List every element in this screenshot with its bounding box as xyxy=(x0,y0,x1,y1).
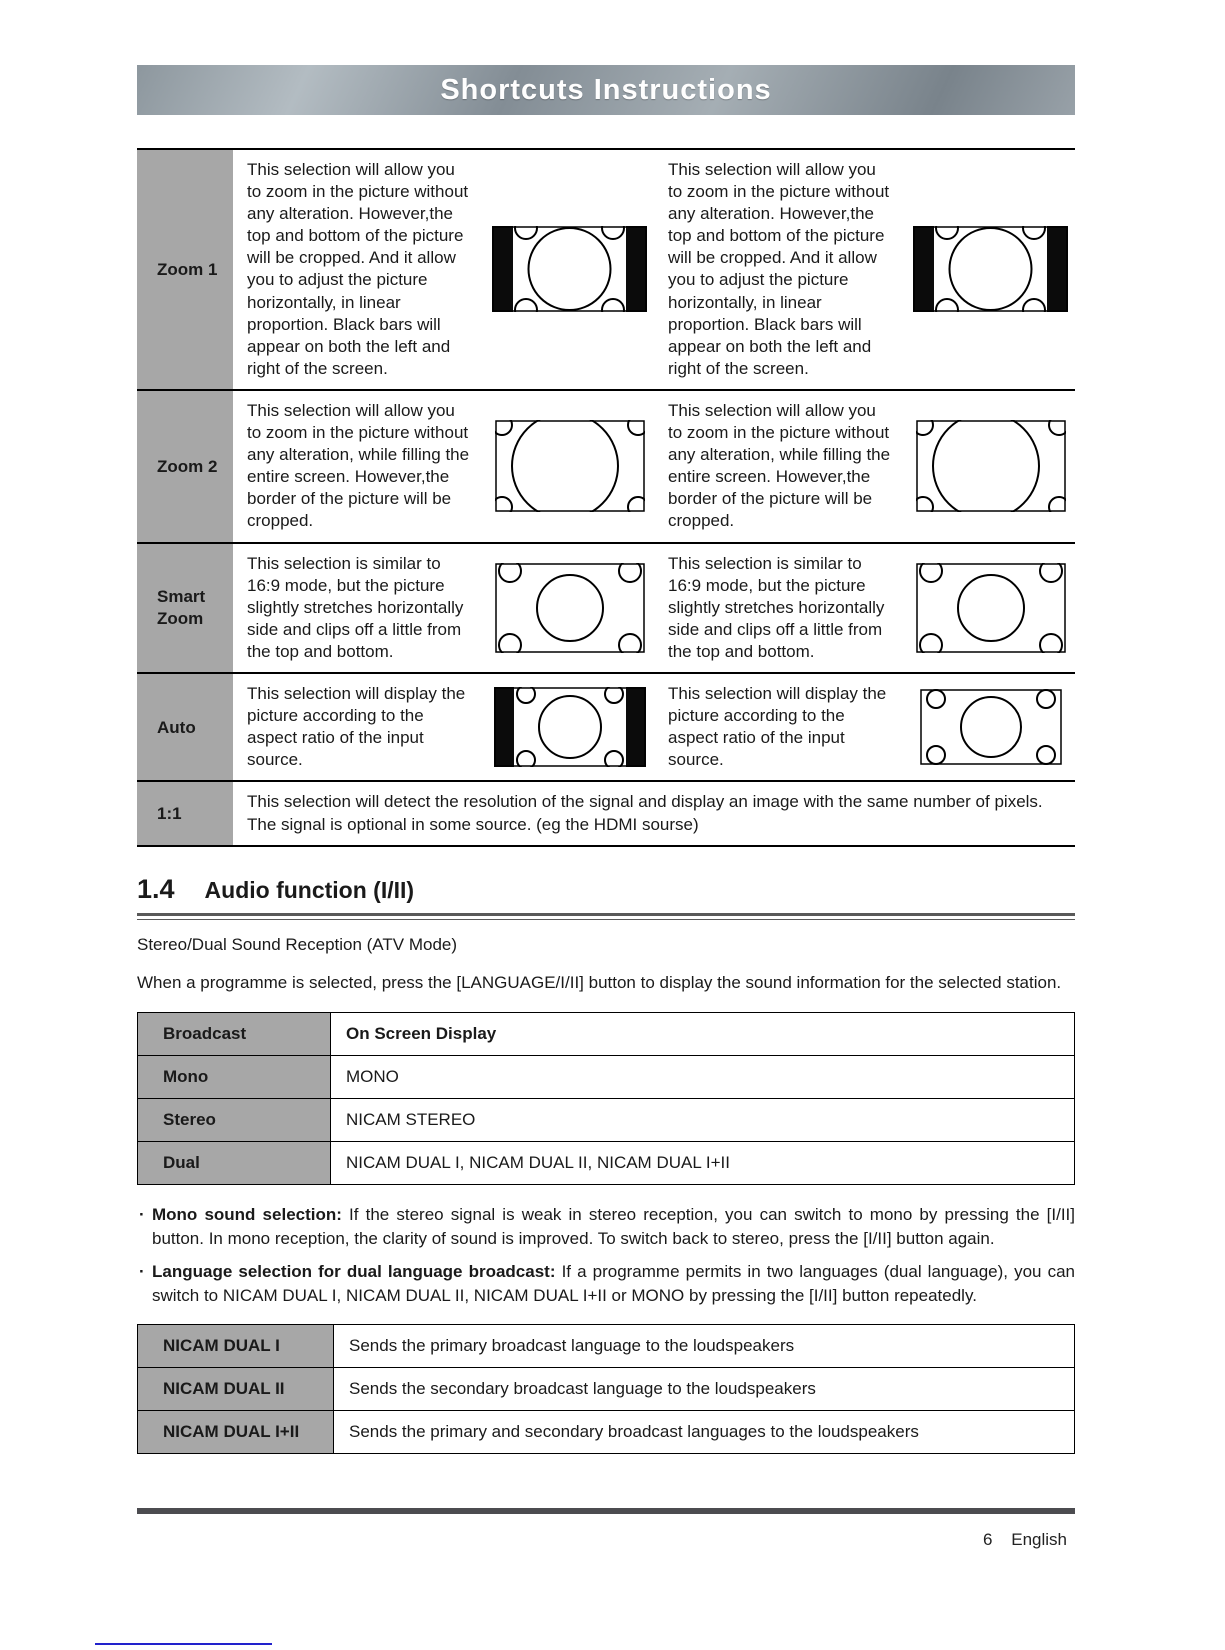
table-row-zoom2 xyxy=(137,389,1075,542)
tv-screen-sidebars-icon xyxy=(494,687,646,767)
bullet-language-selection xyxy=(137,1260,1075,1308)
smart-zoom-screen-illustration-right xyxy=(906,544,1075,672)
table-row xyxy=(138,1141,1075,1184)
row-label-auto: Auto xyxy=(137,674,233,780)
footer-language: English xyxy=(1011,1529,1067,1549)
nicam-dual-1-value: Sends the primary broadcast language to the loudspeakers xyxy=(334,1324,1075,1367)
zoom1-description-left: This selection will allow you to zoom in the picture without any alteration. However,the top and bottom of the picture will be cropped. And it allow you to adjust the picture horizontally, in linear proportion. Black bars will appear on both the left and right of the screen. xyxy=(247,160,469,378)
table-row xyxy=(138,1098,1075,1141)
footer xyxy=(137,1530,1075,1550)
zoom2-description-left: This selection will allow you to zoom in the picture without any alteration, while filling the entire screen. However,the border of the picture will be cropped. xyxy=(247,400,470,531)
bullet-text: If a programme permits in two languages (dual language), you can switch to NICAM DUAL I, NICAM DUAL II, NICAM DUAL I+II or MONO by pressing the [I/II] button repeatedly. xyxy=(152,1262,1075,1306)
zoom1-screen-illustration-right xyxy=(906,150,1075,389)
row-label-zoom2: Zoom 2 xyxy=(137,391,233,542)
tv-screen-plain-icon xyxy=(920,689,1062,765)
auto-screen-illustration-left xyxy=(485,674,654,780)
nicam-dual-2-value: Sends the secondary broadcast language to the loudspeakers xyxy=(334,1367,1075,1410)
one-to-one-line1: This selection will detect the resolution of the signal and display an image with the same number of pixels. xyxy=(247,792,1043,812)
tv-screen-overflow-icon xyxy=(495,420,645,512)
broadcast-table xyxy=(137,1012,1075,1185)
broadcast-row-dual-value: NICAM DUAL I, NICAM DUAL II, NICAM DUAL I+II xyxy=(331,1141,1075,1184)
broadcast-header-value: On Screen Display xyxy=(331,1012,1075,1055)
tv-screen-fit-icon xyxy=(495,563,645,653)
row-label-one-to-one: 1:1 xyxy=(137,782,233,845)
page-title: Shortcuts Instructions xyxy=(440,73,772,106)
table-row-zoom1 xyxy=(137,148,1075,389)
table-row xyxy=(138,1012,1075,1055)
zoom-modes-table xyxy=(137,148,1075,847)
nicam-table xyxy=(137,1324,1075,1454)
table-row xyxy=(138,1055,1075,1098)
one-to-one-line2: The signal is optional in some source. (eg the HDMI sourse) xyxy=(247,814,699,834)
auto-description-right: This selection will display the picture according to the aspect ratio of the input source. xyxy=(668,683,887,770)
smart-zoom-screen-illustration-left xyxy=(485,544,654,672)
nicam-dual-1-label: NICAM DUAL I xyxy=(138,1324,334,1367)
page-number: 6 xyxy=(983,1529,993,1549)
broadcast-row-stereo-label: Stereo xyxy=(138,1098,331,1141)
table-row-one-to-one xyxy=(137,780,1075,845)
one-to-one-description xyxy=(233,782,1075,845)
broadcast-row-mono-label: Mono xyxy=(138,1055,331,1098)
section-intro-paragraph: When a programme is selected, press the [LANGUAGE/I/II] button to display the sound information for the selected station. xyxy=(137,973,1062,993)
table-row xyxy=(138,1324,1075,1367)
nicam-dual-2-label: NICAM DUAL II xyxy=(138,1367,334,1410)
zoom1-description-right: This selection will allow you to zoom in the picture without any alteration. However,the top and bottom of the picture will be cropped. And it allow you to adjust the picture horizontally, in linear proportion. Black bars will appear on both the left and right of the screen. xyxy=(668,160,890,378)
section-title: Audio function (I/II) xyxy=(204,877,415,904)
page-content xyxy=(137,65,1075,1550)
table-row-smart-zoom xyxy=(137,542,1075,672)
broadcast-header-label: Broadcast xyxy=(138,1012,331,1055)
tv-screen-sidebars-icon xyxy=(913,226,1068,312)
nicam-dual-12-value: Sends the primary and secondary broadcast languages to the loudspeakers xyxy=(334,1410,1075,1453)
tv-screen-fit-icon xyxy=(916,563,1066,653)
page-header-bar xyxy=(137,65,1075,115)
zoom2-screen-illustration-right xyxy=(906,391,1075,542)
section-heading xyxy=(137,874,1075,913)
smart-zoom-description-right: This selection is similar to 16:9 mode, but the picture slightly stretches horizontally side and clips off a little from the top and bottom. xyxy=(668,553,885,661)
broadcast-row-stereo-value: NICAM STEREO xyxy=(331,1098,1075,1141)
tv-screen-sidebars-icon xyxy=(492,226,647,312)
zoom2-screen-illustration-left xyxy=(485,391,654,542)
bullet-lead: Mono sound selection: xyxy=(152,1204,342,1224)
zoom1-screen-illustration-left xyxy=(485,150,654,389)
bullet-lead: Language selection for dual language broadcast: xyxy=(152,1262,556,1282)
broadcast-row-mono-value: MONO xyxy=(331,1055,1075,1098)
tv-screen-overflow-icon xyxy=(916,420,1066,512)
auto-description-left: This selection will display the picture according to the aspect ratio of the input source. xyxy=(247,683,466,770)
table-row xyxy=(138,1367,1075,1410)
bullet-mono-sound-selection xyxy=(137,1203,1075,1251)
table-row-auto xyxy=(137,672,1075,780)
notes-list xyxy=(137,1203,1075,1308)
footer-rule xyxy=(137,1508,1075,1514)
table-row xyxy=(138,1410,1075,1453)
section-heading-rule xyxy=(137,913,1075,920)
auto-screen-illustration-right xyxy=(906,674,1075,780)
bullet-text: If the stereo signal is weak in stereo reception, you can switch to mono by pressing the [I/II] button. In mono reception, the clarity of sound is improved. To switch back to stereo, press the [I/II] button again. xyxy=(152,1204,1076,1248)
section-subtitle: Stereo/Dual Sound Reception (ATV Mode) xyxy=(137,935,458,955)
footer-link-underline[interactable] xyxy=(95,1643,272,1645)
zoom2-description-right: This selection will allow you to zoom in the picture without any alteration, while filling the entire screen. However,the border of the picture will be cropped. xyxy=(668,400,891,531)
section-number: 1.4 xyxy=(137,874,175,905)
nicam-dual-12-label: NICAM DUAL I+II xyxy=(138,1410,334,1453)
row-label-zoom1: Zoom 1 xyxy=(137,150,233,389)
row-label-smart-zoom: Smart Zoom xyxy=(137,544,233,672)
smart-zoom-description-left: This selection is similar to 16:9 mode, but the picture slightly stretches horizontally side and clips off a little from the top and bottom. xyxy=(247,553,464,661)
broadcast-row-dual-label: Dual xyxy=(138,1141,331,1184)
